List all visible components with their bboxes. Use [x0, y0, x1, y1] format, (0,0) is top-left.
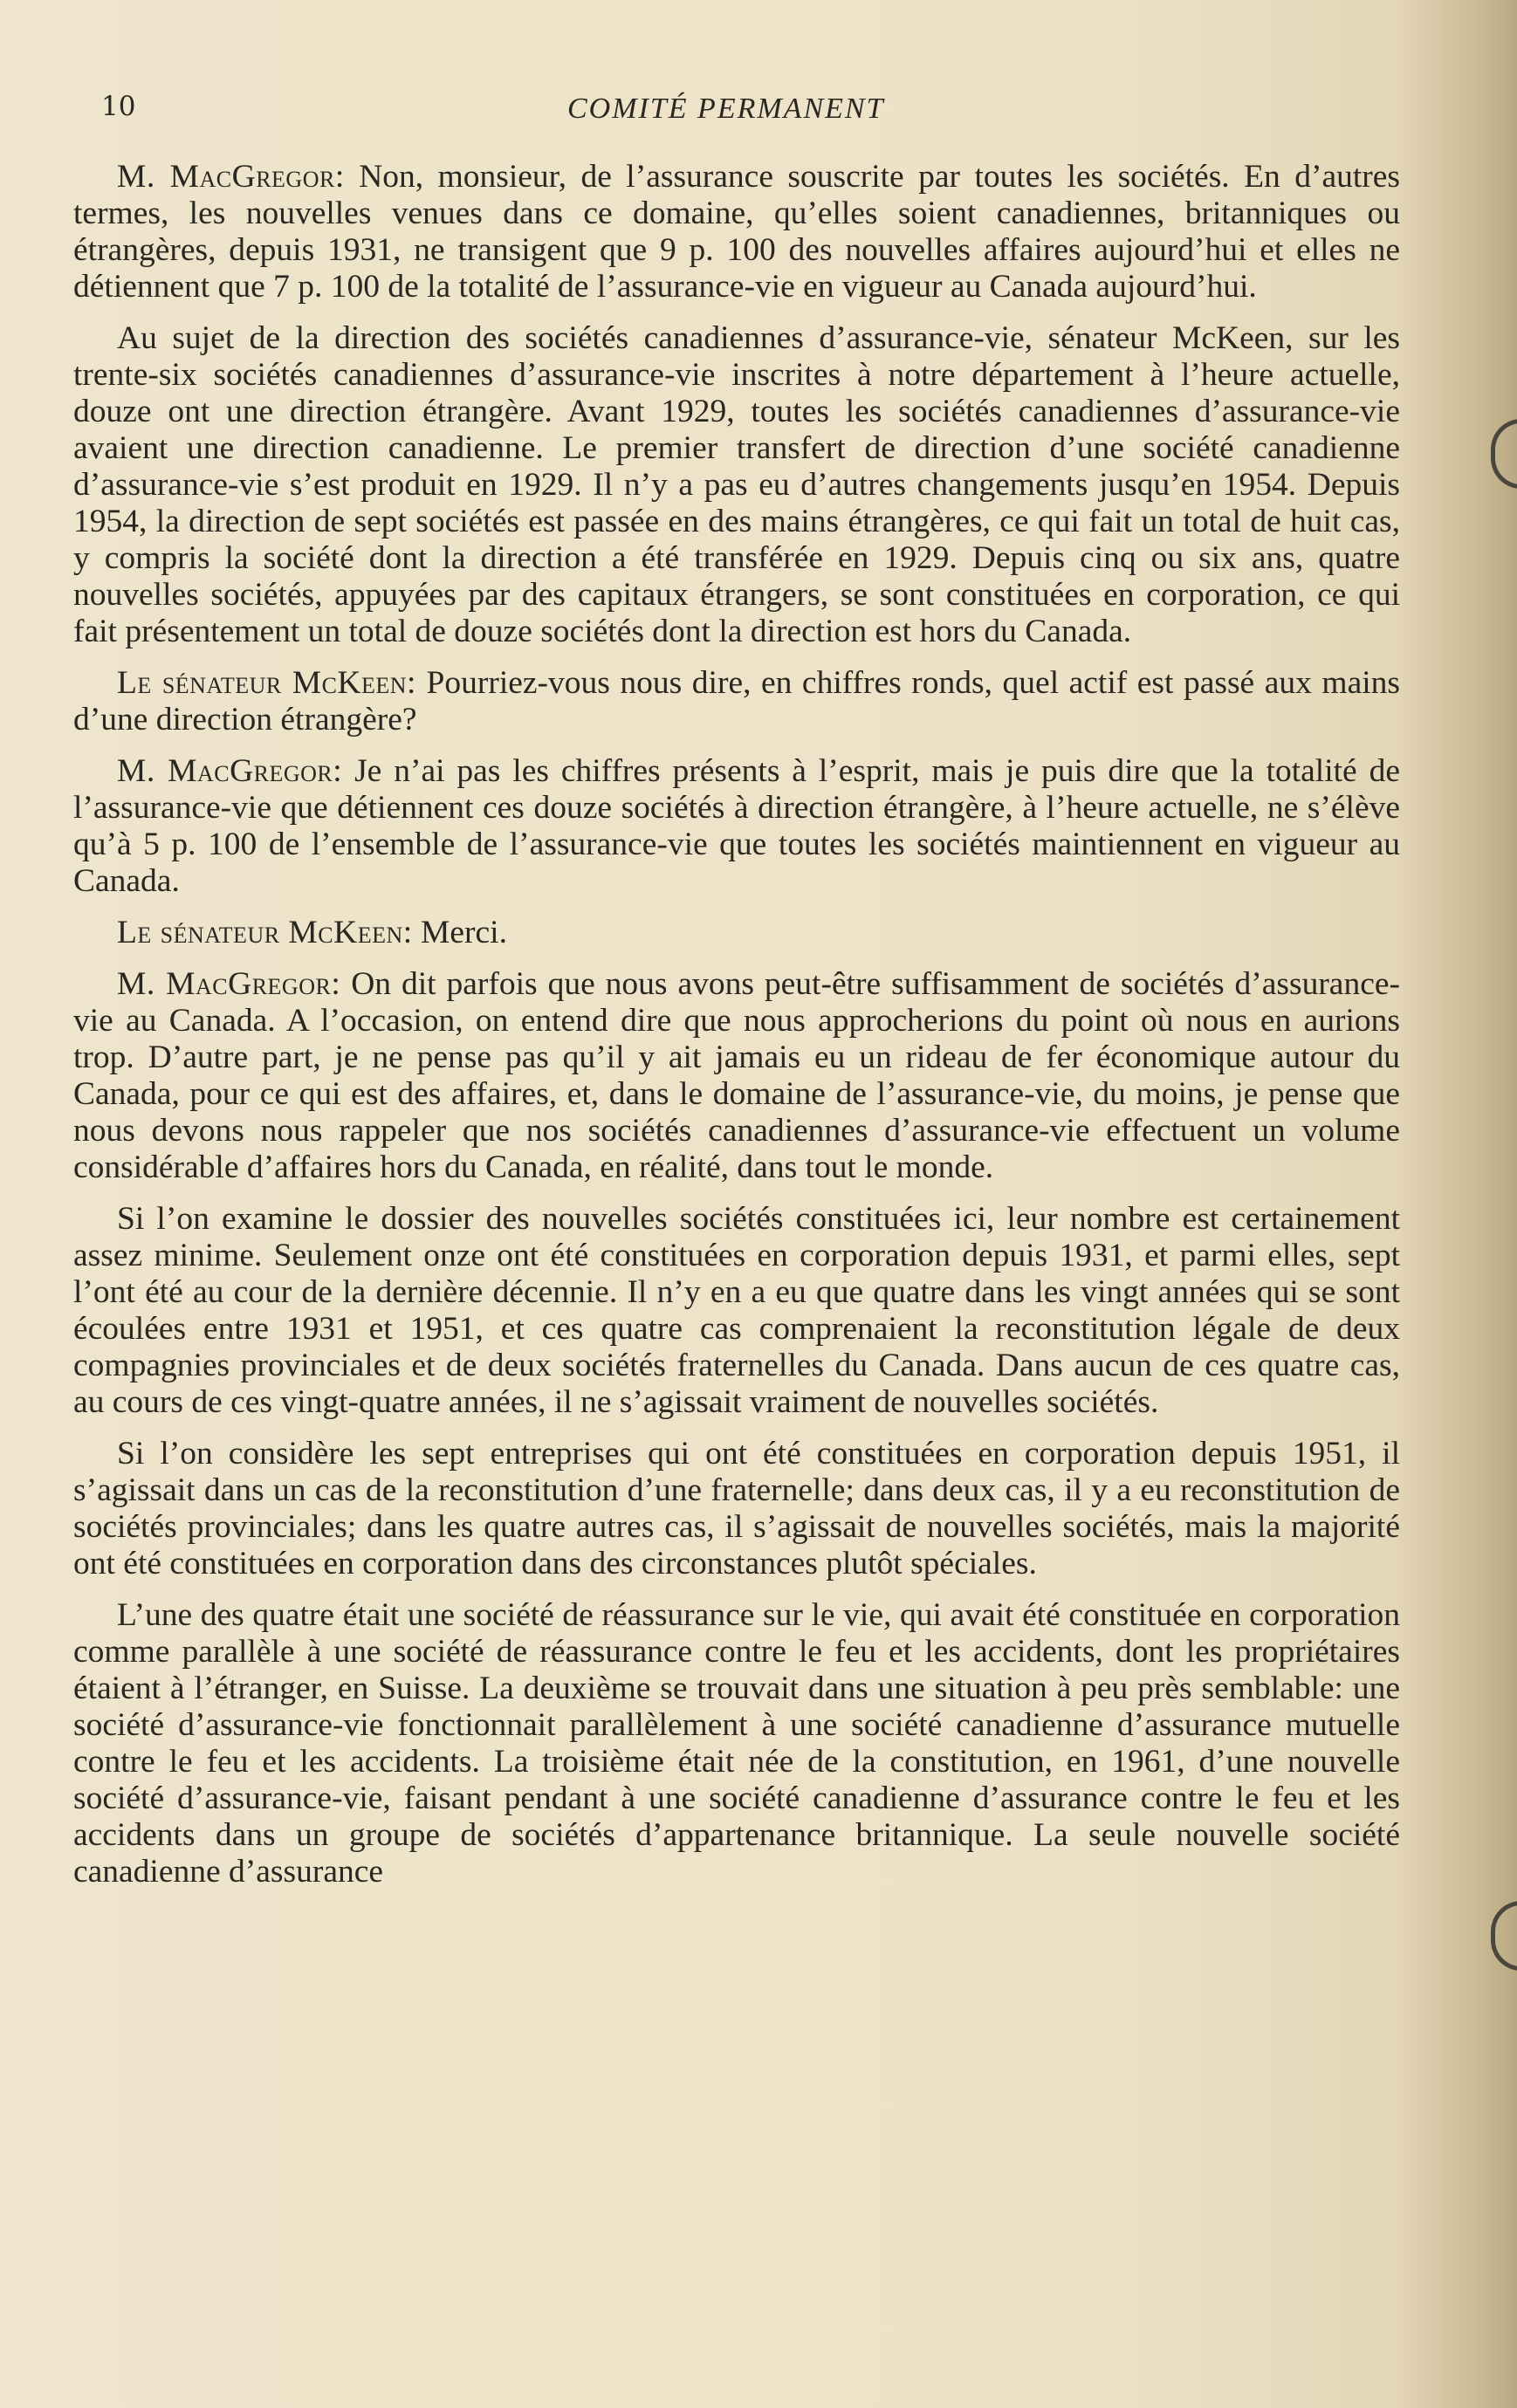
speaker-label: M. MacGregor:	[117, 753, 343, 789]
paragraph-text: Je n’ai pas les chiffres présents à l’esprit, mais je puis dire que la totalité de l’assurance-vie que détiennent ces douze sociétés à direction étrangère, à l’heure actuelle, ne s’élève qu’à 5 p. 100 de l’ensemble de l’assurance-vie que toutes les sociétés maintiennent en vigueur au Canada.	[73, 753, 1400, 899]
body-text	[73, 159, 1400, 1905]
paragraph-text: Si l’on considère les sept entreprises qui ont été constituées en corporation depuis 1951, il s’agissait dans un cas de la reconstitution d’une fraternelle; dans deux cas, il y a eu reconstitution de sociétés provinciales; dans les quatre autres cas, il s’agissait de nouvelles sociétés, mais la majorité ont été constituées en corporation dans des circonstances plutôt spéciales.	[73, 1436, 1400, 1581]
running-title: COMITÉ PERMANENT	[567, 93, 885, 125]
running-head	[0, 91, 1517, 134]
binding-mark-icon	[1491, 419, 1517, 489]
speaker-label: Le sénateur McKeen:	[117, 665, 416, 701]
paragraph-text: Non, monsieur, de l’assurance souscrite par toutes les sociétés. En d’autres termes, les nouvelles venues dans ce domaine, qu’elles soient canadiennes, britanniques ou étrangères, depuis 1931, ne transigent que 9 p. 100 des nouvelles affaires aujourd’hui et elles ne détiennent que 7 p. 100 de la totalité de l’assurance-vie en vigueur au Canada aujourd’hui.	[73, 159, 1400, 305]
speaker-label: Le sénateur McKeen:	[117, 915, 413, 950]
paragraph	[73, 966, 1400, 1186]
speaker-label: M. MacGregor:	[117, 966, 341, 1002]
paragraph	[73, 1597, 1400, 1890]
paragraph	[73, 159, 1400, 305]
paragraph	[73, 753, 1400, 900]
paragraph	[73, 915, 1400, 951]
paragraph-text: Pourriez-vous nous dire, en chiffres ronds, quel actif est passé aux mains d’une direction étrangère?	[73, 665, 1400, 737]
paragraph	[73, 1436, 1400, 1582]
page-number: 10	[101, 91, 136, 122]
paragraph-text: Merci.	[412, 915, 507, 950]
speaker-label: M. MacGregor:	[117, 159, 345, 195]
paragraph	[73, 1201, 1400, 1421]
paragraph-text: Si l’on examine le dossier des nouvelles sociétés constituées ici, leur nombre est certainement assez minime. Seulement onze ont été constituées en corporation depuis 1931, et parmi elles, sept l’ont été au cour de la dernière décennie. Il n’y en a eu que quatre dans les vingt années qui se sont écoulées entre 1931 et 1951, et ces quatre cas comprenaient la reconstitution légale de deux compagnies provinciales et de deux sociétés fraternelles du Canada. Dans aucun de ces quatre cas, au cours de ces vingt-quatre années, il ne s’agissait vraiment de nouvelles sociétés.	[73, 1201, 1400, 1420]
paragraph-text: On dit parfois que nous avons peut-être suffisamment de sociétés d’assurance-vie au Canada. A l’occasion, on entend dire que nous approcherions du point où nous en aurions trop. D’autre part, je ne pense pas qu’il y ait jamais eu un rideau de fer économique autour du Canada, pour ce qui est des affaires, et, dans le domaine de l’assurance-vie, du moins, je pense que nous devons nous rappeler que nos sociétés canadiennes d’assurance-vie effectuent un volume considérable d’affaires hors du Canada, en réalité, dans tout le monde.	[73, 966, 1400, 1185]
paragraph	[73, 320, 1400, 650]
paragraph-text: Au sujet de la direction des sociétés canadiennes d’assurance-vie, sénateur McKeen, sur les trente-six sociétés canadiennes d’assurance-vie inscrites à notre département à l’heure actuelle, douze ont une direction étrangère. Avant 1929, toutes les sociétés canadiennes d’assurance-vie avaient une direction canadienne. Le premier transfert de direction d’une société canadienne d’assurance-vie s’est produit en 1929. Il n’y a pas eu d’autres changements jusqu’en 1954. Depuis 1954, la direction de sept sociétés est passée en des mains étrangères, ce qui fait un total de huit cas, y compris la société dont la direction a été transférée en 1929. Depuis cinq ou six ans, quatre nouvelles sociétés, appuyées par des capitaux étrangers, se sont constituées en corporation, ce qui fait présentement un total de douze sociétés dont la direction est hors du Canada.	[73, 320, 1400, 649]
paragraph	[73, 665, 1400, 738]
paragraph-text: L’une des quatre était une société de réassurance sur le vie, qui avait été constituée en corporation comme parallèle à une société de réassurance contre le feu et les accidents, dont les propriétaires étaient à l’étranger, en Suisse. La deuxième se trouvait dans une situation à peu près semblable: une société d’assurance-vie fonctionnait parallèlement à une société canadienne d’assurance mutuelle contre le feu et les accidents. La troisième était née de la constitution, en 1961, d’une nouvelle société d’assurance-vie, faisant pendant à une société canadienne d’assurance contre le feu et les accidents dans un groupe de sociétés d’appartenance britannique. La seule nouvelle société canadienne d’assurance	[73, 1597, 1400, 1890]
binding-mark-icon	[1491, 1901, 1517, 1971]
